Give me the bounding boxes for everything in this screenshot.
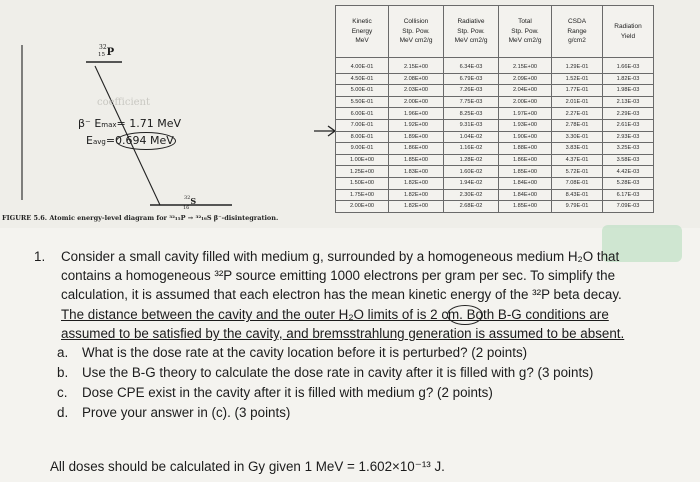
qb-text: Use the B-G theory to calculate the dose rate in cavity after it is filled with g? (3 points) (82, 365, 594, 380)
qd-label: d. (57, 405, 69, 420)
header-collision: Collision Stp. Pow. MeV cm2/g (389, 6, 444, 58)
table-cell: 7.08E-01 (552, 177, 603, 189)
table-cell: 1.82E+00 (389, 177, 444, 189)
energy-level-diagram (0, 0, 330, 228)
table-cell: 8.43E-01 (552, 189, 603, 201)
table-cell: 2.08E+00 (389, 73, 444, 85)
q1-line-3: calculation, it is assumed that each electron has the mean kinetic energy of the ³²P beta decay. (61, 287, 622, 302)
table-cell: 2.68E-02 (444, 201, 499, 213)
table-cell: 8.00E-01 (336, 131, 389, 143)
table-cell: 1.82E-03 (603, 73, 654, 85)
table-cell: 1.85E+00 (499, 201, 552, 213)
table-cell: 3.83E-01 (552, 143, 603, 155)
parent-nuclide: $^{32}$P (99, 44, 115, 58)
table-cell: 4.37E-01 (552, 154, 603, 166)
table-cell: 9.79E-01 (552, 201, 603, 213)
header-csda: CSDA Range g/cm2 (552, 6, 603, 58)
daughter-z: 16 (183, 205, 190, 211)
footer-note: All doses should be calculated in Gy given 1 MeV = 1.602×10⁻¹³ J. (50, 459, 445, 474)
table-cell: 7.75E-03 (444, 96, 499, 108)
table-cell: 7.09E-03 (603, 201, 654, 213)
table-cell: 2.93E-03 (603, 131, 654, 143)
table-header-row (336, 6, 654, 58)
qc-text: Dose CPE exist in the cavity after it is filled with medium g? (2 points) (82, 385, 493, 400)
table-cell: 2.00E+00 (499, 96, 552, 108)
qb-label: b. (57, 365, 69, 380)
table-cell: 2.00E+00 (336, 201, 389, 213)
table-cell: 3.58E-03 (603, 154, 654, 166)
table-cell: 2.13E-03 (603, 96, 654, 108)
table-cell: 1.29E-01 (552, 58, 603, 74)
two-cm-circle (447, 305, 483, 325)
table-cell: 1.16E-02 (444, 143, 499, 155)
table-cell: 1.98E-03 (603, 85, 654, 97)
table-row (336, 96, 654, 108)
table-row (336, 166, 654, 178)
table-cell: 6.17E-03 (603, 189, 654, 201)
table-row (336, 177, 654, 189)
table-cell: 2.15E+00 (499, 58, 552, 74)
table-cell: 4.50E-01 (336, 73, 389, 85)
table-cell: 1.28E-02 (444, 154, 499, 166)
q1-number: 1. (34, 249, 46, 264)
table-cell: 5.72E-01 (552, 166, 603, 178)
header-kinetic-energy: Kinetic Energy MeV (336, 6, 389, 58)
qc-label: c. (57, 385, 68, 400)
qd-text: Prove your answer in (c). (3 points) (82, 405, 291, 420)
table-cell: 1.82E+00 (389, 189, 444, 201)
table-cell: 2.03E+00 (389, 85, 444, 97)
table-cell: 1.93E+00 (499, 119, 552, 131)
table-cell: 1.75E+00 (336, 189, 389, 201)
table-cell: 1.77E-01 (552, 85, 603, 97)
header-total: Total Stp. Pow. MeV cm2/g (499, 6, 552, 58)
table-row (336, 189, 654, 201)
table-row (336, 58, 654, 74)
table-cell: 1.89E+00 (389, 131, 444, 143)
table-cell: 6.79E-03 (444, 73, 499, 85)
table-cell: 1.94E-02 (444, 177, 499, 189)
table-cell: 2.61E-03 (603, 119, 654, 131)
table-cell: 2.00E+00 (389, 96, 444, 108)
table-cell: 2.01E-01 (552, 96, 603, 108)
table-cell: 1.82E+00 (389, 201, 444, 213)
table-cell: 2.30E-02 (444, 189, 499, 201)
table-cell: 1.85E+00 (499, 166, 552, 178)
table-cell: 3.30E-01 (552, 131, 603, 143)
table-cell: 1.84E+00 (499, 189, 552, 201)
table-cell: 8.25E-03 (444, 108, 499, 120)
table-row (336, 154, 654, 166)
table-cell: 1.66E-03 (603, 58, 654, 74)
table-cell: 1.50E+00 (336, 177, 389, 189)
table-cell: 5.00E-01 (336, 85, 389, 97)
table-cell: 1.83E+00 (389, 166, 444, 178)
figure-caption: FIGURE 5.6. Atomic energy-level diagram for ³²₁₅P → ³²₁₆S β⁻-disintegration. (2, 214, 279, 222)
table-cell: 2.27E-01 (552, 108, 603, 120)
table-cell: 7.26E-03 (444, 85, 499, 97)
table-row (336, 119, 654, 131)
table-cell: 1.04E-02 (444, 131, 499, 143)
table-row (336, 201, 654, 213)
table-row (336, 73, 654, 85)
table-row (336, 108, 654, 120)
table-cell: 7.00E-01 (336, 119, 389, 131)
qa-text: What is the dose rate at the cavity location before it is perturbed? (2 points) (82, 345, 528, 360)
q1-line-5: assumed to be satisfied by the cavity, and bremsstrahlung generation is assumed to be absent. (61, 326, 625, 341)
table-cell: 1.96E+00 (389, 108, 444, 120)
eavg-circle (116, 132, 176, 150)
table-cell: 1.84E+00 (499, 177, 552, 189)
q1-line-4: The distance between the cavity and the outer H₂O limits of is 2 cm. Both B-G conditions are (61, 307, 609, 322)
table-cell: 1.97E+00 (499, 108, 552, 120)
table-cell: 2.15E+00 (389, 58, 444, 74)
table-cell: 1.00E+00 (336, 154, 389, 166)
table-row (336, 85, 654, 97)
daughter-nuclide: $^{32}$S (184, 195, 197, 206)
table-cell: 1.86E+00 (389, 143, 444, 155)
table-row (336, 131, 654, 143)
table-cell: 1.85E+00 (389, 154, 444, 166)
table-cell: 2.04E+00 (499, 85, 552, 97)
header-radiation-yield: Radiation Yield (603, 6, 654, 58)
eavg-note: Eavg=0.694 MeV (86, 134, 174, 147)
table-cell: 5.28E-03 (603, 177, 654, 189)
table-cell: 5.50E-01 (336, 96, 389, 108)
q1-line-1: Consider a small cavity filled with medium g, surrounded by a homogeneous medium H₂O that (61, 249, 620, 264)
table-cell: 1.60E-02 (444, 166, 499, 178)
table-cell: 1.52E-01 (552, 73, 603, 85)
table-cell: 2.78E-01 (552, 119, 603, 131)
table-cell: 2.29E-03 (603, 108, 654, 120)
table-cell: 1.92E+00 (389, 119, 444, 131)
table-cell: 4.42E-03 (603, 166, 654, 178)
table-cell: 6.00E-01 (336, 108, 389, 120)
table-cell: 9.31E-03 (444, 119, 499, 131)
header-radiative: Radiative Stp. Pow. MeV cm2/g (444, 6, 499, 58)
bleed-through: coefficient (97, 97, 151, 108)
stopping-power-table (335, 5, 654, 213)
qa-label: a. (57, 345, 69, 360)
parent-z: 15 (98, 52, 105, 58)
table-cell: 3.25E-03 (603, 143, 654, 155)
table-row (336, 143, 654, 155)
table-cell: 4.00E-01 (336, 58, 389, 74)
emax-note: β⁻ Emax= 1.71 MeV (78, 117, 182, 130)
table-cell: 6.34E-03 (444, 58, 499, 74)
table-cell: 2.09E+00 (499, 73, 552, 85)
table-cell: 1.25E+00 (336, 166, 389, 178)
table-cell: 1.88E+00 (499, 143, 552, 155)
q1-line-2: contains a homogeneous ³²P source emitting 1000 electrons per gram per sec. To simplify the (61, 268, 616, 283)
table-cell: 9.00E-01 (336, 143, 389, 155)
table-cell: 1.86E+00 (499, 154, 552, 166)
table-cell: 1.90E+00 (499, 131, 552, 143)
